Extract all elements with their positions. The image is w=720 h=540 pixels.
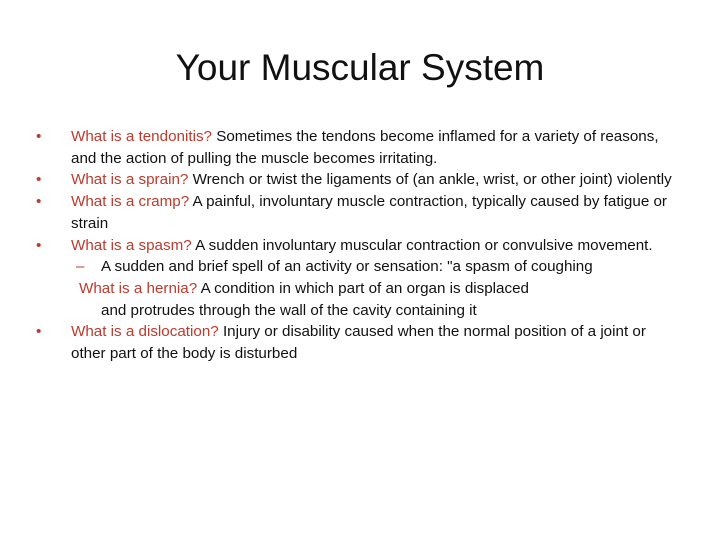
bullet-icon: •: [36, 323, 42, 341]
bullet-item-cramp: [36, 191, 676, 234]
sub-item-text: A sudden and brief spell of an activity or sensation: "a spasm of coughing: [101, 258, 593, 276]
bullet-icon: •: [36, 128, 42, 145]
bullet-icon: •: [36, 193, 42, 211]
hernia-answer-rest: and protrudes through the wall of the cavity containing it: [101, 301, 477, 319]
bullet-answer: A sudden involuntary muscular contraction or convulsive movement.: [191, 236, 653, 254]
bullet-question: What is a spasm?: [71, 236, 192, 254]
dash-icon: –: [76, 258, 85, 276]
bullet-answer: Injury or disability caused when the normal position of a joint or other part of the body is disturbed: [71, 323, 646, 363]
bullet-icon: •: [36, 236, 42, 254]
bullet-item-spasm: [36, 235, 676, 257]
bullet-question: What is a cramp?: [71, 193, 190, 211]
hernia-first-line: [79, 278, 676, 300]
bullet-item-tendonitis: [36, 126, 676, 169]
hernia-answer-first: A condition in which part of an organ is displaced: [197, 279, 529, 297]
bullet-question: What is a tendonitis?: [71, 128, 212, 145]
hernia-item: [36, 278, 676, 321]
bullet-question: What is a sprain?: [71, 171, 189, 189]
bullet-question: What is a dislocation?: [71, 323, 219, 341]
bullet-answer: A painful, involuntary muscle contraction, typically caused by fatigue or strain: [71, 193, 667, 232]
slide-title: Your Muscular System: [175, 47, 545, 88]
sub-item-spasm-definition: [36, 256, 676, 278]
bullet-answer: Wrench or twist the ligaments of (an ankle, wrist, or other joint) violently: [188, 171, 672, 189]
bullet-item-sprain: [36, 169, 676, 191]
bullet-item-dislocation: [36, 321, 676, 364]
bullet-icon: •: [36, 171, 42, 189]
hernia-question: What is a hernia?: [79, 279, 198, 297]
bullet-answer: Sometimes the tendons become inflamed for a variety of reasons, and the action of pulling the muscle becomes irritating.: [71, 128, 659, 167]
slide-content: [36, 126, 676, 365]
